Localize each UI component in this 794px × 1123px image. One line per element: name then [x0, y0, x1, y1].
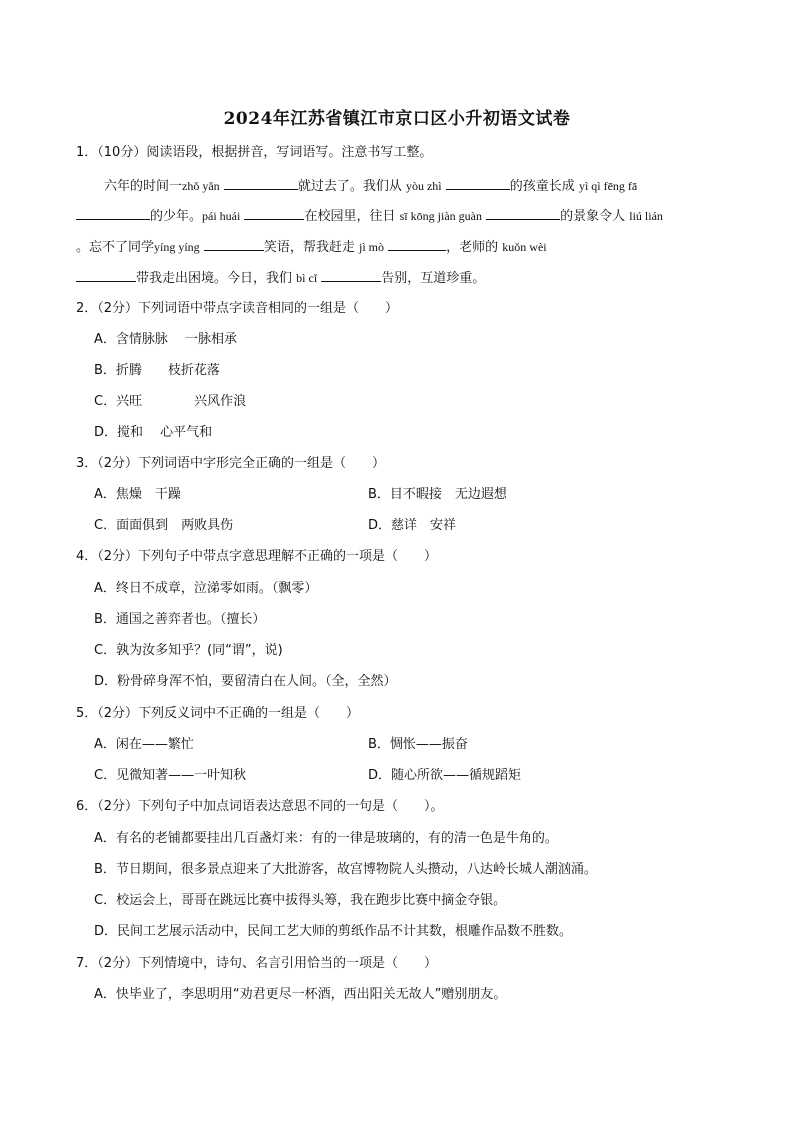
pinyin: yì qì fēng fā	[578, 179, 638, 193]
option-b[interactable]: B．目不暇接 无边遐想	[368, 487, 507, 502]
option-d[interactable]: D．搅和 心平气和	[94, 425, 213, 440]
pinyin: jì mò	[358, 240, 384, 254]
answer-blank[interactable]	[388, 237, 446, 251]
answer-blank[interactable]	[244, 206, 304, 220]
option-a[interactable]: A．快毕业了，李思明用“劝君更尽一杯酒，西出阳关无故人”赠别朋友。	[94, 987, 507, 1002]
pinyin: liú lián	[629, 209, 663, 223]
pinyin: sī kōng jiàn guàn	[399, 209, 482, 223]
pinyin: yòu zhì	[405, 179, 442, 193]
answer-blank[interactable]	[204, 237, 264, 251]
option-c[interactable]: C．校运会上，哥哥在跳远比赛中拔得头筹，我在跑步比赛中摘金夺银。	[94, 893, 507, 908]
passage-text: 在校园里，往日	[304, 209, 396, 224]
page-title: 2024年江苏省镇江市京口区小升初语文试卷	[223, 109, 571, 129]
passage-text: 的孩童长成	[509, 179, 575, 194]
passage-text: 带我走出困境。今日，我们	[136, 271, 293, 286]
passage-text: 的少年。	[150, 209, 203, 224]
pinyin: zhǒ yǎn	[182, 179, 220, 193]
passage-text: 六年的时间一	[104, 179, 183, 194]
passage-line-3	[76, 237, 547, 257]
question-stem: 7．（2分）下列情境中，诗句、名言引用恰当的一项是（ ）	[76, 956, 438, 971]
question-stem: 6．（2分）下列句子中加点词语表达意思不同的一句是（ ）。	[76, 799, 444, 814]
passage-text: 。忘不了同学	[76, 240, 155, 255]
option-b[interactable]: B．通国之善弈者也。（擅长）	[94, 612, 266, 627]
option-d[interactable]: D．随心所欲——循规蹈矩	[368, 768, 522, 783]
question-stem: 4．（2分）下列句子中带点字意思理解不正确的一项是（ ）	[76, 549, 438, 564]
option-a[interactable]: A．终日不成章，泣涕零如雨。（飘零）	[94, 581, 318, 596]
option-b[interactable]: B．惆怅——振奋	[368, 737, 468, 752]
option-c[interactable]: C．兴旺 兴风作浪	[94, 394, 247, 409]
pinyin: yíng yíng	[154, 240, 200, 254]
passage-line-4	[76, 268, 485, 288]
answer-blank[interactable]	[486, 206, 560, 220]
question-stem: 5．（2分）下列反义词中不正确的一组是（ ）	[76, 706, 360, 721]
answer-blank[interactable]	[76, 206, 150, 220]
option-a[interactable]: A．闲在——繁忙	[94, 737, 194, 752]
pinyin: pái huái	[202, 209, 241, 223]
option-c[interactable]: C．面面俱到 两败具伤	[94, 518, 234, 533]
passage-line-1	[104, 176, 637, 196]
pinyin: kuǒn wèi	[502, 240, 547, 254]
option-a[interactable]: A．含情脉脉 一脉相承	[94, 332, 238, 347]
pinyin: bì cǐ	[296, 271, 318, 285]
passage-text: 告别，互道珍重。	[381, 271, 486, 286]
option-a[interactable]: A．有名的老铺都要挂出几百盏灯来：有的一律是玻璃的，有的清一色是牛角的。	[94, 831, 558, 846]
option-c[interactable]: C．孰为汝多知乎？(同“谓”，说)	[94, 643, 283, 658]
answer-blank[interactable]	[224, 176, 298, 190]
option-a[interactable]: A．焦燥 干躁	[94, 487, 181, 502]
option-b[interactable]: B．节日期间，很多景点迎来了大批游客，故宫博物院人头攒动，八达岭长城人潮汹涌。	[94, 862, 597, 877]
answer-blank[interactable]	[321, 268, 381, 282]
question-stem: 2．（2分）下列词语中带点字读音相同的一组是（ ）	[76, 301, 399, 316]
option-b[interactable]: B．折腾 枝折花落	[94, 363, 220, 378]
question-stem: 3．（2分）下列词语中字形完全正确的一组是（ ）	[76, 456, 386, 471]
option-d[interactable]: D．粉骨碎身浑不怕，要留清白在人间。（全，全然）	[94, 674, 397, 689]
answer-blank[interactable]	[446, 176, 510, 190]
passage-text: 的景象令人	[560, 209, 626, 224]
option-d[interactable]: D．慈详 安祥	[368, 518, 457, 533]
passage-line-2	[76, 206, 663, 226]
passage-text: ，老师的	[446, 240, 499, 255]
answer-blank[interactable]	[76, 268, 136, 282]
question-stem: 1．（10分）阅读语段，根据拼音，写词语写。注意书写工整。	[76, 145, 433, 160]
passage-text: 就过去了。我们从	[297, 179, 402, 194]
option-c[interactable]: C．见微知著——一叶知秋	[94, 768, 247, 783]
option-d[interactable]: D．民间工艺展示活动中，民间工艺大师的剪纸作品不计其数，根雕作品数不胜数。	[94, 924, 573, 939]
passage-text: 笑语，帮我赶走	[263, 240, 355, 255]
